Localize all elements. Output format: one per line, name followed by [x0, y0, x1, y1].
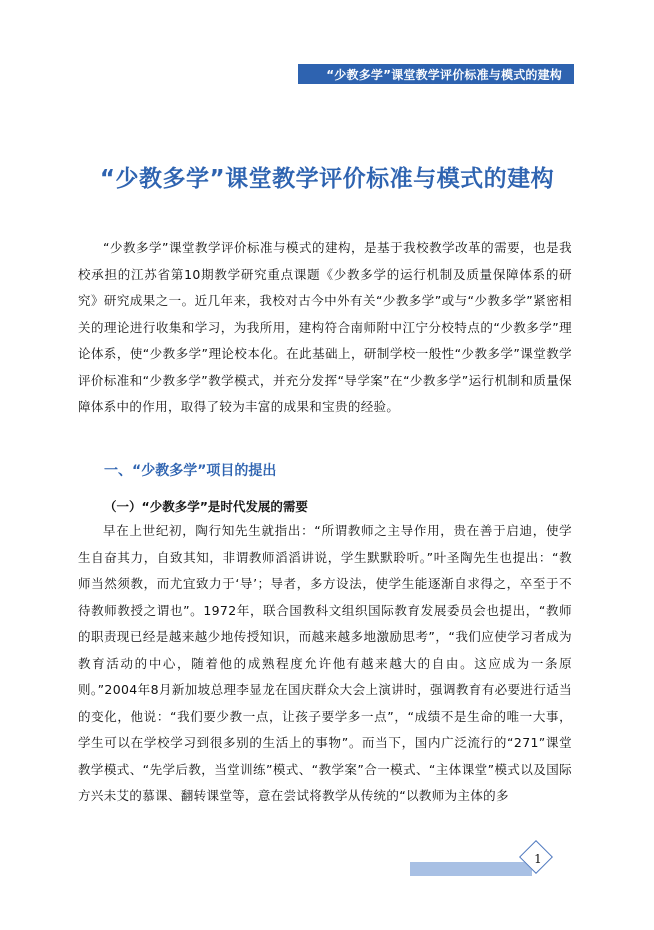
footer-bar	[410, 862, 532, 876]
running-header-title: “少教多学”课堂教学评价标准与模式的建构	[326, 68, 562, 82]
intro-paragraph: “少教多学”课堂教学评价标准与模式的建构，是基于我校教学改革的需要，也是我校承担的江苏省第10期教学研究重点课题《少教多学的运行机制及质量保障体系的研究》研究成果之一。近几年来，我校对古今中外有关“少教多学”或与“少教多学”紧密相关的理论进行收集和学习，为我所用，建构符合南师附中江宁分校特点的“少教多学”理论体系，使“少教多学”理论校本化。在此基础上，研制学校一般性“少教多学”课堂教学评价标准和“少教多学”教学模式，并充分发挥“导学案”在“少教多学”运行机制和质量保障体系中的作用，取得了较为丰富的成果和宝贵的经验。	[78, 240, 572, 414]
document-title: “少教多学”课堂教学评价标准与模式的建构	[99, 166, 555, 192]
page-number: 1	[534, 852, 542, 866]
running-header-bar	[298, 64, 574, 84]
section-heading: 一、“少教多学”项目的提出	[104, 463, 277, 479]
subsection-heading: （一）“少教多学”是时代发展的需要	[104, 499, 308, 514]
body-paragraph: 早在上世纪初，陶行知先生就指出：“所谓教师之主导作用，贵在善于启迪，使学生自奋其力，自致其知，非谓教师滔滔讲说，学生默默聆听。”叶圣陶先生也提出：“教师当然须教，而尤宜致力于‘导’；导者，多方设法，使学生能逐渐自求得之，卒至于不待教师教授之谓也”。1972年，联合国教科文组织国际教育发展委员会也提出，“教师的职责现已经是越来越少地传授知识，而越来越多地激励思考”，“我们应使学习者成为教育活动的中心，随着他的成熟程度允许他有越来越大的自由。这应成为一条原则。”2004年8月新加坡总理李显龙在国庆群众大会上演讲时，强调教育有必要进行适当的变化，他说：“我们要少教一点，让孩子要学多一点”，“成绩不是生命的唯一大事，学生可以在学校学习到很多别的生活上的事物”。而当下，国内广泛流行的“271”课堂教学模式、“先学后教，当堂训练”模式、“教学案”合一模式、“主体课堂”模式以及国际方兴未艾的慕课、翻转课堂等，意在尝试将教学从传统的“以教师为主体的多	[78, 523, 572, 803]
